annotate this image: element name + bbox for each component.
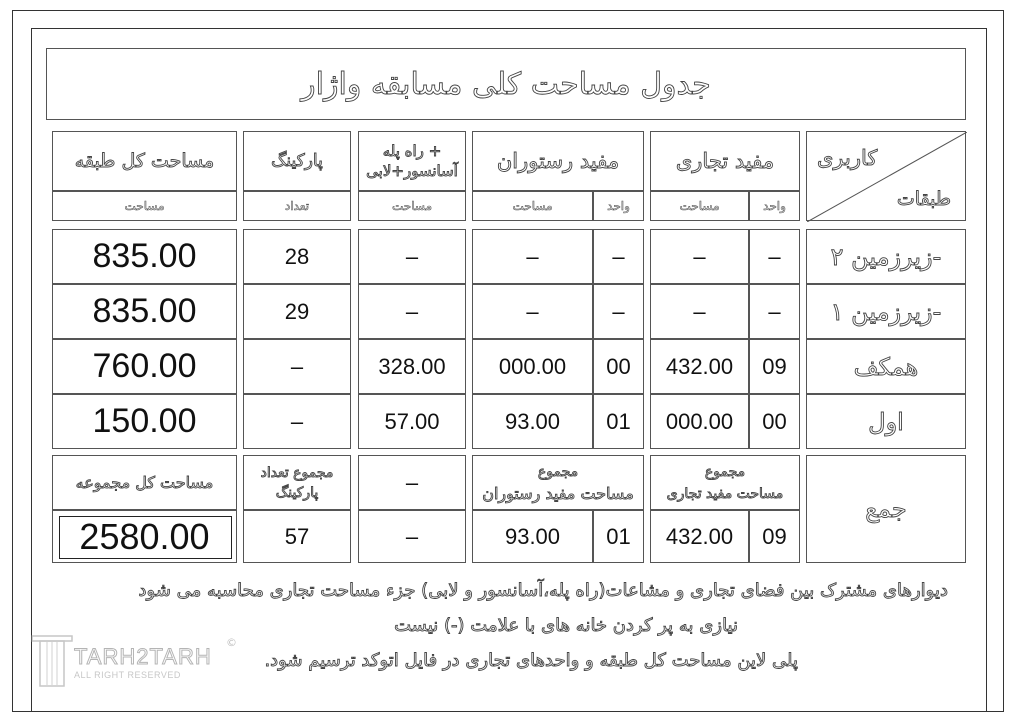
table-cell: – <box>593 229 644 284</box>
header-restaurant-unit: واحد <box>593 191 644 221</box>
table-cell: – <box>749 229 800 284</box>
table-cell: 29 <box>243 284 351 339</box>
sum-total-cell: 2580.00 <box>52 510 237 563</box>
sum-parking-header: مجموع تعداد پارکینگ <box>243 455 351 510</box>
row-label: همکف <box>806 339 966 394</box>
table-cell: 57 <box>243 510 351 563</box>
table-cell: 28 <box>243 229 351 284</box>
header-floors: طبقات <box>896 188 951 210</box>
table-cell: 93.00 <box>472 510 593 563</box>
page-title: جدول مساحت کلی مسابقه واژار <box>301 66 711 102</box>
table-cell: 835.00 <box>52 229 237 284</box>
row-label: اول <box>806 394 966 449</box>
table-cell: – <box>650 229 749 284</box>
table-cell: – <box>243 339 351 394</box>
note-1: دیوارهای مشترک بین فضای تجاری و مشاعات(راه پله،آسانسور و لابی) جزء مساحت تجاری محاسبه می شود <box>138 580 948 601</box>
table-cell: – <box>243 394 351 449</box>
row-label: زیرزمین ۱- <box>806 284 966 339</box>
table-cell: 01 <box>593 510 644 563</box>
header-parking-count: تعداد <box>243 191 351 221</box>
table-cell: – <box>593 284 644 339</box>
watermark-logo <box>30 632 237 692</box>
sum-stairs-header: – <box>358 455 466 510</box>
table-cell: 150.00 <box>52 394 237 449</box>
table-cell: – <box>358 284 466 339</box>
header-stairs: راه پله + آسانسور+لابی <box>358 131 466 191</box>
header-commercial: مفید تجاری <box>650 131 800 191</box>
sum-total-header: مساحت کل مجموعه <box>52 455 237 510</box>
table-cell: 00 <box>593 339 644 394</box>
table-cell: 000.00 <box>650 394 749 449</box>
column-logo-icon <box>30 632 74 690</box>
header-total-floor: مساحت کل طبقه <box>52 131 237 191</box>
watermark-brand: TARH2TARH <box>74 644 212 669</box>
table-cell: – <box>358 510 466 563</box>
header-restaurant-area: مساحت <box>472 191 593 221</box>
title-box <box>46 48 966 120</box>
sum-commercial-header: مجموع مساحت مفید تجاری <box>650 455 800 510</box>
row-label: زیرزمین ۲- <box>806 229 966 284</box>
copyright-icon: © <box>226 636 237 649</box>
header-commercial-area: مساحت <box>650 191 749 221</box>
watermark-tagline: ALL RIGHT RESERVED <box>74 670 181 680</box>
header-total-area: مساحت <box>52 191 237 221</box>
table-cell: 00 <box>749 394 800 449</box>
table-cell: 09 <box>749 510 800 563</box>
table-cell: 760.00 <box>52 339 237 394</box>
table-cell: – <box>472 284 593 339</box>
note-2: نیازی به پر کردن خانه های با علامت (-) نیست <box>394 615 738 636</box>
table-cell: 432.00 <box>650 339 749 394</box>
header-usage-floors <box>806 131 966 221</box>
header-commercial-unit: واحد <box>749 191 800 221</box>
table-cell: 09 <box>749 339 800 394</box>
table-cell: 01 <box>593 394 644 449</box>
table-cell: – <box>749 284 800 339</box>
table-cell: 835.00 <box>52 284 237 339</box>
table-cell: 000.00 <box>472 339 593 394</box>
header-usage: کاربری <box>817 146 878 170</box>
table-cell: – <box>650 284 749 339</box>
table-cell: 93.00 <box>472 394 593 449</box>
table-cell: 328.00 <box>358 339 466 394</box>
header-stairs-area: مساحت <box>358 191 466 221</box>
table-cell: – <box>358 229 466 284</box>
note-3: پلی لاین مساحت کل طبقه و واحدهای تجاری در فایل اتوکد ترسیم شود. <box>264 650 798 671</box>
table-cell: 432.00 <box>650 510 749 563</box>
table-cell: – <box>472 229 593 284</box>
sum-restaurant-header: مجموع مساحت مفید رستوران <box>472 455 644 510</box>
table-cell: 57.00 <box>358 394 466 449</box>
header-parking: پارکینگ <box>243 131 351 191</box>
sum-label: جمع <box>806 455 966 563</box>
header-restaurant: مفید رستوران <box>472 131 644 191</box>
